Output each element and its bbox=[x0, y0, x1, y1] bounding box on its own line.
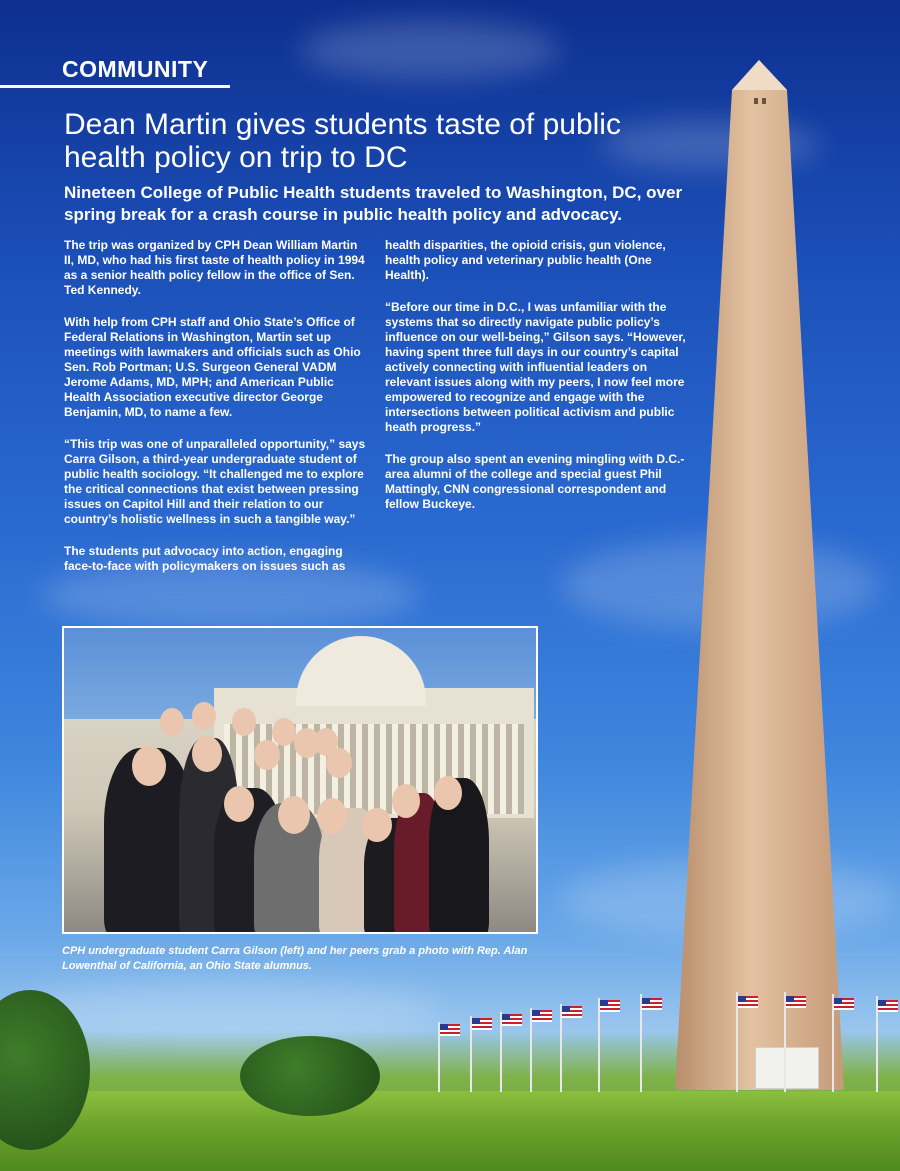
face bbox=[254, 740, 280, 770]
group-photo bbox=[62, 626, 538, 934]
tree bbox=[240, 1036, 380, 1116]
paragraph: The group also spent an evening mingling with D.C.-area alumni of the college and special guest Phil Mattingly, CNN congressional correspondent and fellow Buckeye. bbox=[385, 452, 685, 511]
flag bbox=[440, 1024, 460, 1036]
flag bbox=[600, 1000, 620, 1012]
flag bbox=[738, 996, 758, 1008]
face bbox=[434, 776, 462, 810]
face bbox=[272, 718, 296, 746]
face bbox=[278, 796, 310, 834]
face bbox=[317, 798, 347, 834]
capitol-dome bbox=[296, 636, 426, 706]
body-column-2 bbox=[385, 238, 690, 529]
paragraph: “Before our time in D.C., I was unfamiliar with the systems that so directly navigate public policy’s influence on our well-being,” Gilson says. “However, having spent three full days in our country’s capital actively connecting with influential leaders on relevant issues along with my peers, I now feel more empowered to recognize and engage with the intersections between political activism and public heath progress.” bbox=[385, 300, 686, 434]
flag bbox=[472, 1018, 492, 1030]
flag bbox=[786, 996, 806, 1008]
face bbox=[232, 708, 256, 736]
paragraph: “This trip was one of unparalleled opportunity,” says Carra Gilson, a third-year undergraduate student of public health sociology. “It challenged me to explore the critical connections that exist between pressing issues on Capitol Hill and their relation to our country’s holistic wellness in such a tangible way.” bbox=[64, 437, 366, 526]
photo-caption: CPH undergraduate student Carra Gilson (left) and her peers grab a photo with Rep. Alan Lowenthal of California, an Ohio State alumnus. bbox=[62, 945, 528, 972]
face bbox=[224, 786, 254, 822]
section-rule bbox=[0, 85, 230, 88]
lawn bbox=[0, 1091, 900, 1171]
headline: Dean Martin gives students taste of public health policy on trip to DC bbox=[64, 108, 621, 174]
face bbox=[362, 808, 392, 842]
paragraph: The trip was organized by CPH Dean William Martin II, MD, who had his first taste of health policy in 1994 as a senior health policy fellow in the office of Sen. Ted Kennedy. bbox=[64, 238, 365, 297]
flag bbox=[878, 1000, 898, 1012]
face bbox=[160, 708, 184, 736]
face bbox=[132, 746, 166, 786]
guard-booth bbox=[755, 1047, 819, 1089]
face bbox=[392, 784, 420, 818]
flag bbox=[834, 998, 854, 1010]
paragraph: The students put advocacy into action, engaging face-to-face with policymakers on issues such as bbox=[64, 544, 346, 573]
flagpole bbox=[598, 998, 600, 1092]
flag bbox=[642, 998, 662, 1010]
cloud bbox=[300, 20, 560, 80]
paragraph: health disparities, the opioid crisis, gun violence, health policy and veterinary public health (One Health). bbox=[385, 238, 666, 282]
paragraph: With help from CPH staff and Ohio State’s Office of Federal Relations in Washington, Martin set up meetings with lawmakers and officials such as Ohio Sen. Rob Portman; U.S. Surgeon General VADM Jerome Adams, MD, MPH; and American Public Health Association executive director George Benjamin, MD, to name a few. bbox=[64, 315, 361, 419]
face bbox=[192, 736, 222, 772]
flag bbox=[532, 1010, 552, 1022]
face bbox=[314, 728, 338, 756]
flag bbox=[562, 1006, 582, 1018]
face bbox=[192, 702, 216, 730]
cloud bbox=[20, 980, 440, 1040]
body-column-1 bbox=[64, 238, 369, 591]
section-label: COMMUNITY bbox=[62, 56, 209, 82]
flag bbox=[502, 1014, 522, 1026]
deck: Nineteen College of Public Health students traveled to Washington, DC, over spring break for a crash course in public health policy and advocacy. bbox=[64, 183, 683, 224]
